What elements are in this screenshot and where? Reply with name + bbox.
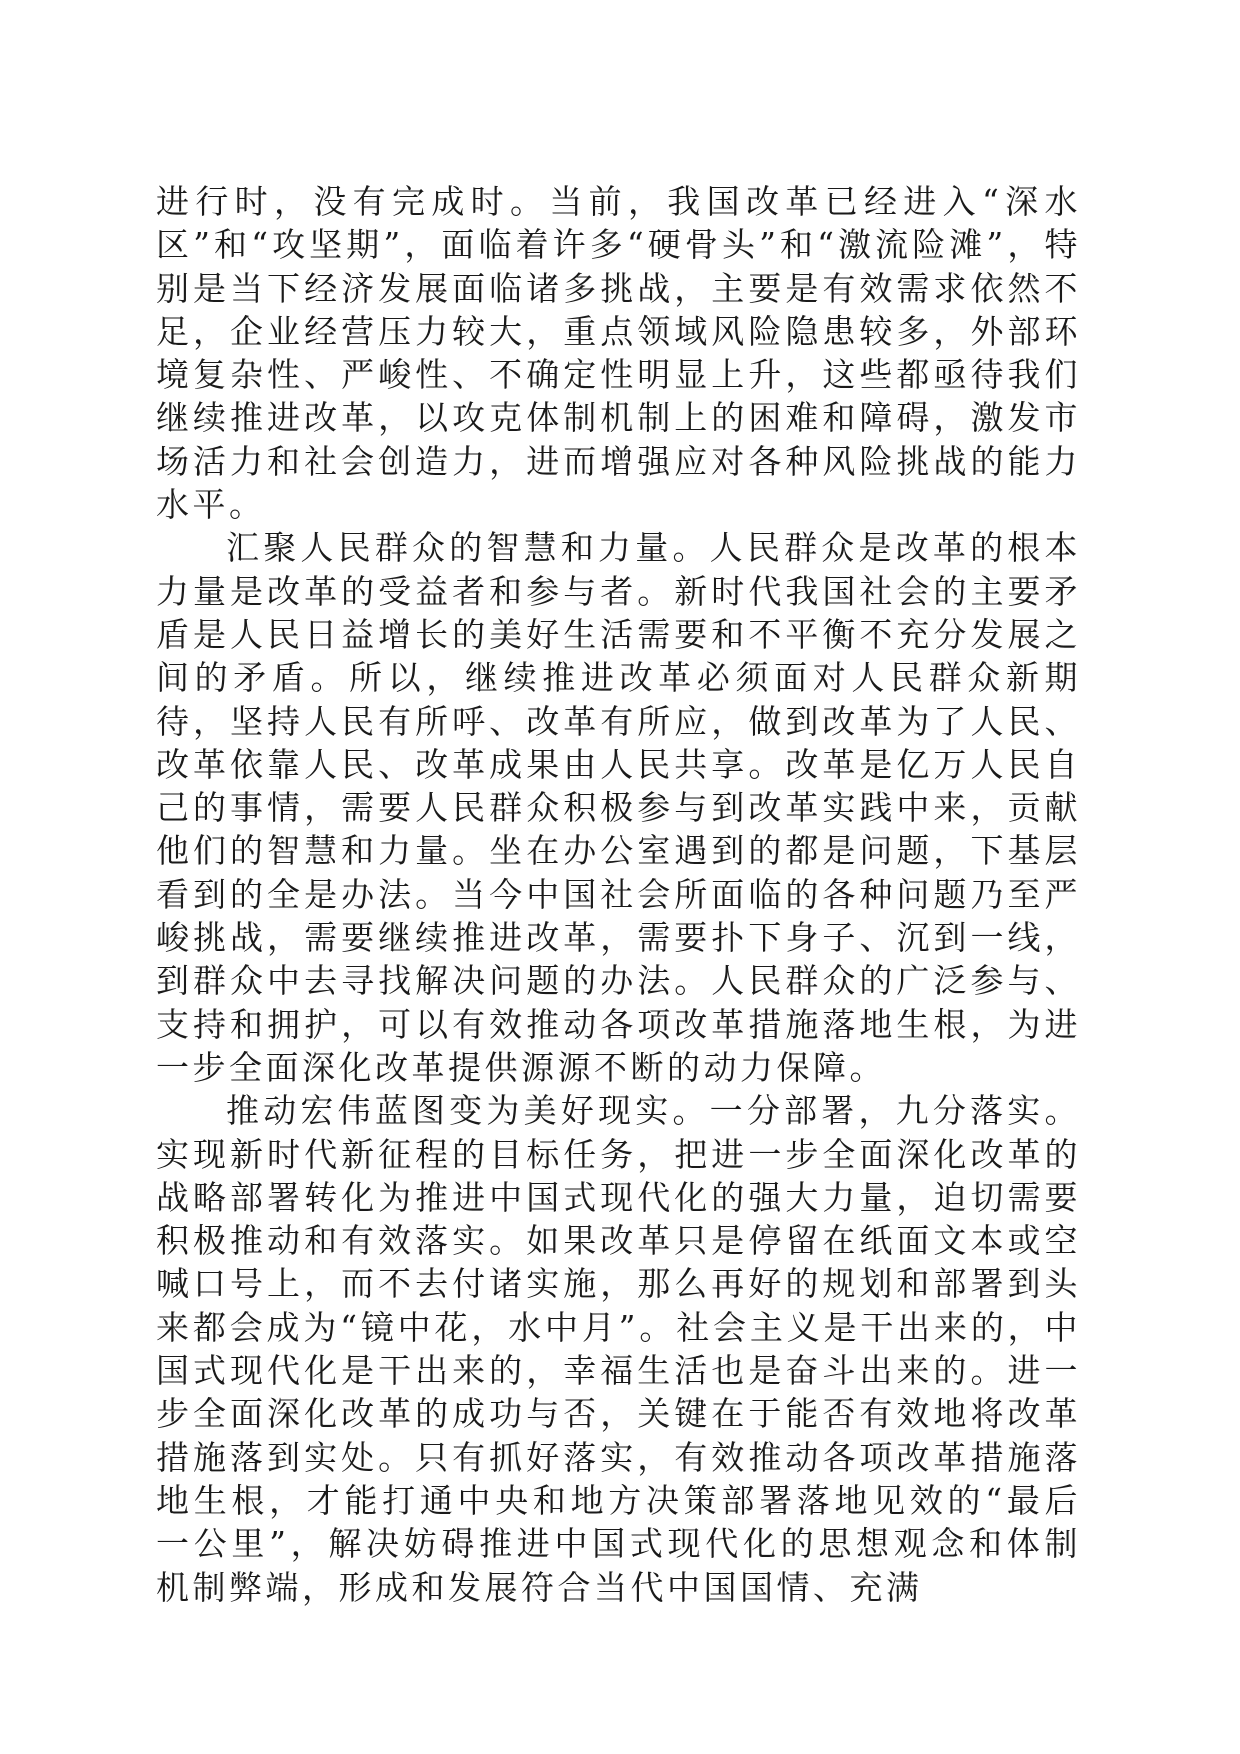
paragraph-people-wisdom: 汇聚人民群众的智慧和力量。人民群众是改革的根本力量是改革的受益者和参与者。新时代我国社会的主要矛盾是人民日益增长的美好生活需要和不平衡不充分发展之间的矛盾。所以，继续推进改革必须面对人民群众新期待，坚持人民有所呼、改革有所应，做到改革为了人民、改革依靠人民、改革成果由人民共享。改革是亿万人民自己的事情，需要人民群众积极参与到改革实践中来，贡献他们的智慧和力量。坐在办公室遇到的都是问题，下基层看到的全是办法。当今中国社会所面临的各种问题乃至严峻挑战，需要继续推进改革，需要扑下身子、沉到一线，到群众中去寻找解决问题的办法。人民群众的广泛参与、支持和拥护，可以有效推动各项改革措施落地生根，为进一步全面深化改革提供源源不断的动力保障。 — [156, 528, 1081, 1087]
paragraph-continuation: 进行时，没有完成时。当前，我国改革已经进入“深水区”和“攻坚期”，面临着许多“硬骨头”和“激流险滩”，特别是当下经济发展面临诸多挑战，主要是有效需求依然不足，企业经营压力较大，重点领域风险隐患较多，外部环境复杂性、严峻性、不确定性明显上升，这些都亟待我们继续推进改革，以攻克体制机制上的困难和障碍，激发市场活力和社会创造力，进而增强应对各种风险挑战的能力水平。 — [156, 182, 1081, 525]
paragraph-blueprint-reality: 推动宏伟蓝图变为美好现实。一分部署，九分落实。实现新时代新征程的目标任务，把进一步全面深化改革的战略部署转化为推进中国式现代化的强大力量，迫切需要积极推动和有效落实。如果改革只是停留在纸面文本或空喊口号上，而不去付诸实施，那么再好的规划和部署到头来都会成为“镜中花，水中月”。社会主义是干出来的，中国式现代化是干出来的，幸福生活也是奋斗出来的。进一步全面深化改革的成功与否，关键在于能否有效地将改革措施落到实处。只有抓好落实，有效推动各项改革措施落地生根，才能打通中央和地方决策部署落地见效的“最后一公里”，解决妨碍推进中国式现代化的思想观念和体制机制弊端，形成和发展符合当代中国国情、充满 — [156, 1091, 1081, 1607]
document-page — [156, 180, 1081, 1609]
